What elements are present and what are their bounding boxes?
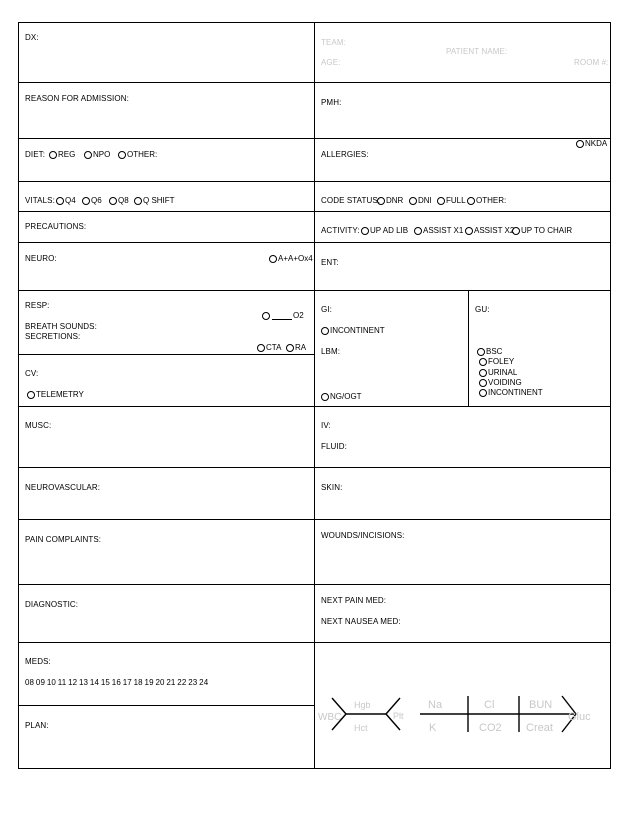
diet-option-reg[interactable]: REG: [49, 150, 75, 160]
room-label: ROOM #:: [574, 58, 609, 67]
lab-hgb: Hgb: [354, 700, 371, 710]
vitals-option-q-shift[interactable]: Q SHIFT: [134, 196, 175, 206]
lab-bun: BUN: [529, 699, 553, 711]
cv-label: CV:: [25, 369, 39, 378]
lab-k: K: [429, 722, 437, 734]
divider: [18, 406, 314, 407]
divider: [314, 211, 611, 212]
divider: [18, 584, 314, 585]
pain-complaints-label: PAIN COMPLAINTS:: [25, 535, 102, 544]
diet-option-other[interactable]: OTHER:: [118, 150, 157, 160]
activity-label: ACTIVITY:: [321, 226, 360, 235]
divider: [18, 705, 314, 706]
skin-label: SKIN:: [321, 483, 343, 492]
divider: [18, 242, 314, 243]
gi-option-ng-ogt[interactable]: NG/OGT: [321, 392, 362, 402]
radio-circle-icon: [377, 197, 385, 205]
meds-hours: 08 09 10 11 12 13 14 15 16 17 18 19 20 21 22 23 24: [25, 678, 209, 687]
divider: [314, 406, 611, 407]
patient-name-label: PATIENT NAME:: [446, 47, 508, 56]
activity-option-up-ad-lib[interactable]: UP AD LIB: [361, 226, 408, 236]
resp-option-ra[interactable]: RA: [286, 343, 306, 353]
divider: [314, 181, 611, 182]
secretions-label: SECRETIONS:: [25, 332, 81, 341]
radio-circle-icon: [467, 197, 475, 205]
musc-label: MUSC:: [25, 421, 52, 430]
lab-fishbone-diagram: [316, 690, 606, 746]
radio-circle-icon: [49, 151, 57, 159]
divider: [314, 82, 611, 83]
lab-creat: Creat: [526, 722, 553, 734]
precautions-label: PRECAUTIONS:: [25, 222, 87, 231]
gu-option-voiding[interactable]: VOIDING: [479, 378, 522, 388]
radio-circle-icon: [82, 197, 90, 205]
resp-label: RESP:: [25, 301, 50, 310]
divider: [314, 642, 611, 643]
radio-circle-icon: [479, 369, 487, 377]
center-divider: [314, 22, 315, 769]
divider: [18, 290, 314, 291]
divider: [314, 138, 611, 139]
dx-label: DX:: [25, 33, 39, 42]
lbm-label: LBM:: [321, 347, 341, 356]
radio-circle-icon: [576, 140, 584, 148]
divider: [314, 519, 611, 520]
radio-circle-icon: [118, 151, 126, 159]
code-status-option-full[interactable]: FULL: [437, 196, 466, 206]
radio-circle-icon: [512, 227, 520, 235]
radio-circle-icon: [437, 197, 445, 205]
radio-circle-icon: [27, 391, 35, 399]
lab-na: Na: [428, 699, 443, 711]
radio-circle-icon: [414, 227, 422, 235]
divider: [314, 467, 611, 468]
lab-gluc: Gluc: [568, 711, 591, 723]
radio-circle-icon: [269, 255, 277, 263]
divider: [18, 211, 314, 212]
cv-option-telemetry[interactable]: TELEMETRY: [27, 390, 84, 400]
radio-circle-icon: [286, 344, 294, 352]
radio-circle-icon: [477, 348, 485, 356]
radio-circle-icon: [409, 197, 417, 205]
breath-sounds-label: BREATH SOUNDS:: [25, 322, 97, 331]
diet-label: DIET:: [25, 150, 46, 159]
activity-option-assist-x1[interactable]: ASSIST X1: [414, 226, 463, 236]
radio-circle-icon: [262, 312, 270, 320]
radio-circle-icon: [361, 227, 369, 235]
lab-wbc: WBC: [318, 712, 342, 723]
lab-plt: Plt: [393, 711, 404, 721]
o2-blank-line: [272, 312, 292, 320]
next-nausea-med-label: NEXT NAUSEA MED:: [321, 617, 401, 626]
ent-label: ENT:: [321, 258, 339, 267]
radio-circle-icon: [479, 379, 487, 387]
code-status-option-other[interactable]: OTHER:: [467, 196, 506, 206]
gi-label: GI:: [321, 305, 332, 314]
code-status-label: CODE STATUS:: [321, 196, 381, 205]
age-label: AGE:: [321, 58, 341, 67]
neurovascular-label: NEUROVASCULAR:: [25, 483, 101, 492]
team-label: TEAM:: [321, 38, 346, 47]
divider: [18, 354, 314, 355]
divider: [18, 138, 314, 139]
divider: [314, 584, 611, 585]
divider: [18, 642, 314, 643]
allergies-option-nkda[interactable]: NKDA: [576, 139, 607, 149]
radio-circle-icon: [479, 358, 487, 366]
code-status-option-dni[interactable]: DNI: [409, 196, 432, 206]
diagnostic-label: DIAGNOSTIC:: [25, 600, 79, 609]
resp-option-o2[interactable]: O2: [262, 311, 304, 321]
wounds-incisions-label: WOUNDS/INCISIONS:: [321, 531, 405, 540]
allergies-label: ALLERGIES:: [321, 150, 369, 159]
resp-option-cta[interactable]: CTA: [257, 343, 281, 353]
iv-label: IV:: [321, 421, 331, 430]
activity-option-assist-x2[interactable]: ASSIST X2: [465, 226, 514, 236]
radio-circle-icon: [109, 197, 117, 205]
lab-co2: CO2: [479, 722, 502, 734]
neuro-option-aaox4[interactable]: A+A+Ox4: [269, 254, 313, 264]
activity-option-up-to-chair[interactable]: UP TO CHAIR: [512, 226, 572, 236]
radio-circle-icon: [84, 151, 92, 159]
gu-option-foley[interactable]: FOLEY: [479, 357, 514, 367]
vitals-option-q6[interactable]: Q6: [82, 196, 102, 206]
lab-hct: Hct: [354, 723, 368, 733]
radio-circle-icon: [56, 197, 64, 205]
next-pain-med-label: NEXT PAIN MED:: [321, 596, 387, 605]
radio-circle-icon: [321, 393, 329, 401]
lab-cl: Cl: [484, 699, 495, 711]
radio-circle-icon: [257, 344, 265, 352]
divider: [18, 181, 314, 182]
gu-option-bsc[interactable]: BSC: [477, 347, 502, 357]
vitals-option-q8[interactable]: Q8: [109, 196, 129, 206]
gi-gu-divider: [468, 290, 469, 406]
divider: [314, 290, 611, 291]
neuro-label: NEURO:: [25, 254, 57, 263]
vitals-option-q4[interactable]: Q4: [56, 196, 76, 206]
plan-label: PLAN:: [25, 721, 49, 730]
meds-label: MEDS:: [25, 657, 51, 666]
fluid-label: FLUID:: [321, 442, 347, 451]
gu-option-urinal[interactable]: URINAL: [479, 368, 517, 378]
divider: [18, 467, 314, 468]
radio-circle-icon: [134, 197, 142, 205]
divider: [18, 82, 314, 83]
diet-option-npo[interactable]: NPO: [84, 150, 110, 160]
gu-option-incontinent[interactable]: INCONTINENT: [479, 388, 543, 398]
radio-circle-icon: [321, 327, 329, 335]
gu-label: GU:: [475, 305, 490, 314]
vitals-label: VITALS:: [25, 196, 55, 205]
radio-circle-icon: [479, 389, 487, 397]
pmh-label: PMH:: [321, 98, 342, 107]
reason-for-admission-label: REASON FOR ADMISSION:: [25, 94, 129, 103]
gi-option-incontinent[interactable]: INCONTINENT: [321, 326, 385, 336]
divider: [314, 242, 611, 243]
divider: [18, 519, 314, 520]
radio-circle-icon: [465, 227, 473, 235]
code-status-option-dnr[interactable]: DNR: [377, 196, 403, 206]
